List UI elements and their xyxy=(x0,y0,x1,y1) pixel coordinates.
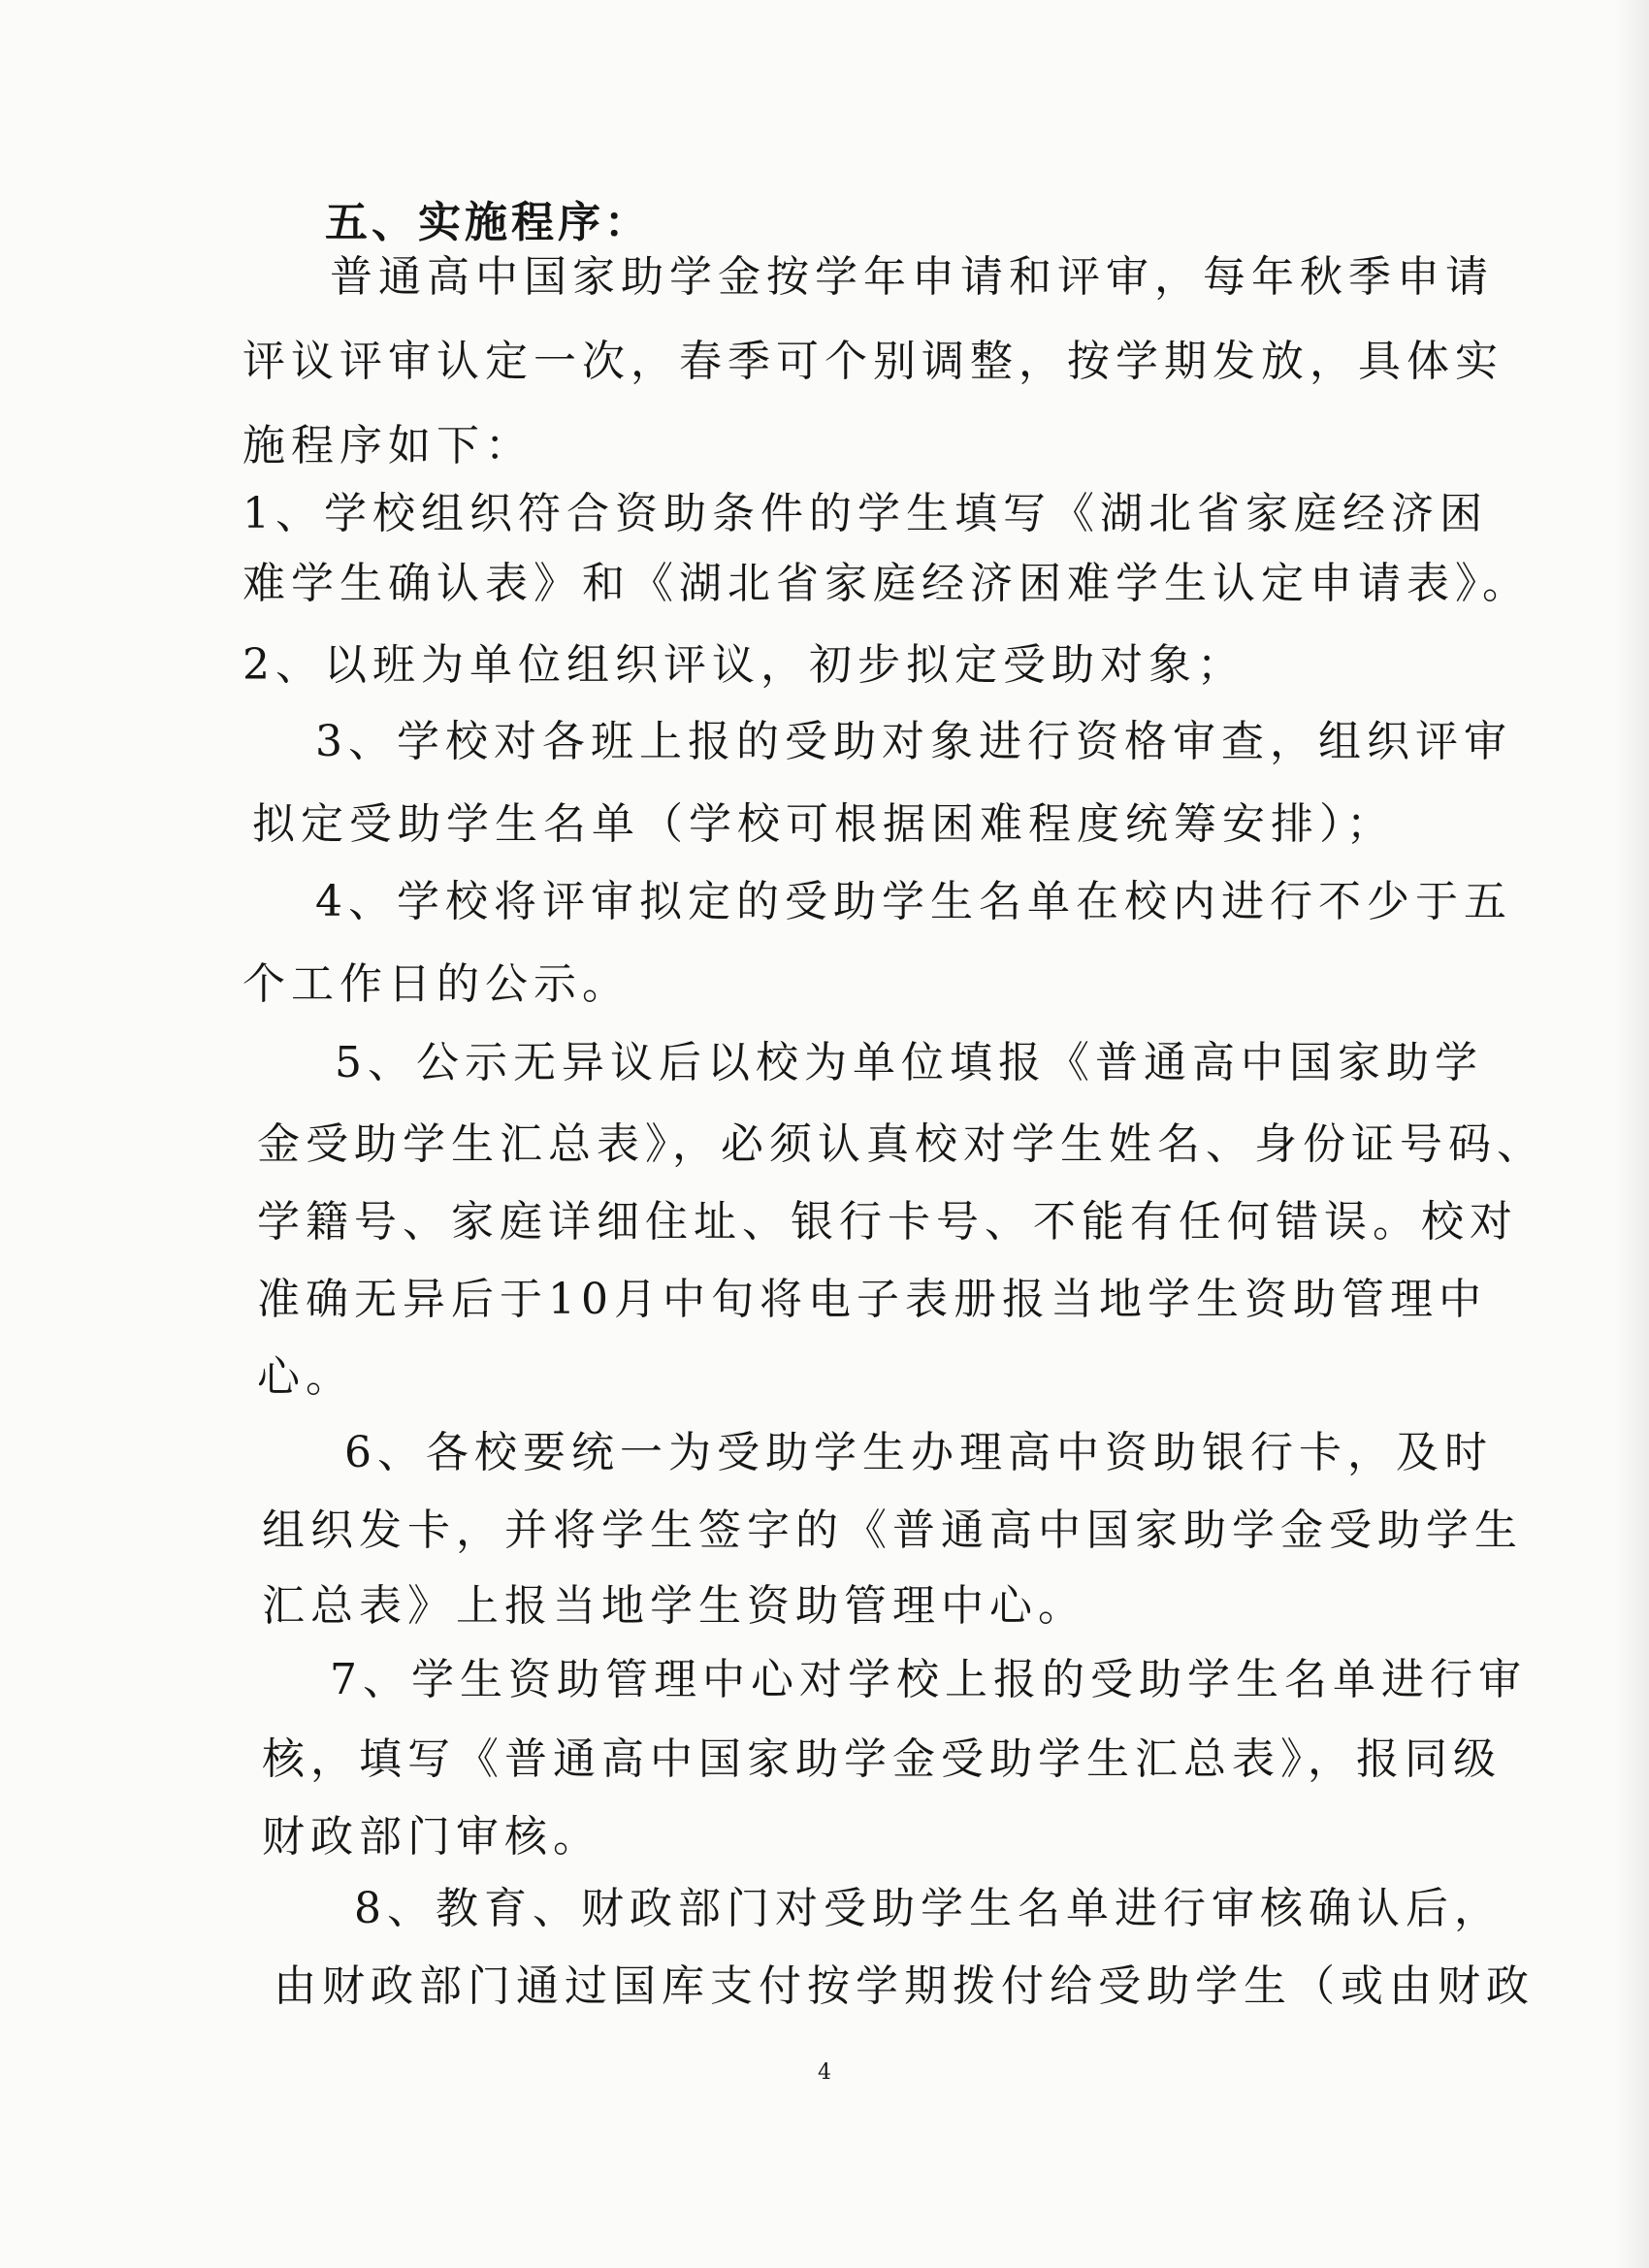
list-item-6-line: 组织发卡，并将学生签字的《普通高中国家助学金受助学生 xyxy=(262,1506,1523,1555)
list-item-7-line: 财政部门审核。 xyxy=(262,1812,601,1862)
list-item-8-line: 8、教育、财政部门对受助学生名单进行审核确认后， xyxy=(354,1884,1503,1933)
list-item-1-line: 1、学校组织符合资助条件的学生填写《湖北省家庭经济困 xyxy=(242,489,1488,538)
list-item-8-line: 由财政部门通过国库支付按学期拨付给受助学生（或由财政 xyxy=(274,1961,1535,2011)
list-item-3-line: 拟定受助学生名单（学校可根据困难程度统筹安排）； xyxy=(252,799,1395,849)
list-item-1-line: 难学生确认表》和《湖北省家庭经济困难学生认定申请表》。 xyxy=(242,559,1531,608)
list-item-5-line: 心。 xyxy=(257,1352,354,1402)
paragraph-line: 评议评审认定一次，春季可个别调整，按学期发放，具体实 xyxy=(242,337,1504,386)
list-item-2-line: 2、以班为单位组织评议，初步拟定受助对象； xyxy=(242,640,1245,690)
paragraph-line: 施程序如下： xyxy=(242,421,534,470)
list-item-7-line: 核，填写《普通高中国家助学金受助学生汇总表》，报同级 xyxy=(262,1734,1502,1784)
list-item-7-line: 7、学生资助管理中心对学校上报的受助学生名单进行审 xyxy=(330,1655,1527,1704)
section-heading: 五、实施程序： xyxy=(325,198,651,247)
page-number: 4 xyxy=(818,2060,831,2085)
list-item-5-line: 5、公示无异议后以校为单位填报《普通高中国家助学 xyxy=(335,1038,1483,1087)
list-item-6-line: 6、各校要统一为受助学生办理高中资助银行卡，及时 xyxy=(344,1428,1493,1477)
paragraph-line: 普通高中国家助学金按学年申请和评审，每年秋季申请 xyxy=(330,252,1494,302)
list-item-5-line: 金受助学生汇总表》，必须认真校对学生姓名、身份证号码、 xyxy=(257,1119,1545,1169)
list-item-5-line: 学籍号、家庭详细住址、银行卡号、不能有任何错误。校对 xyxy=(257,1197,1518,1247)
list-item-4-line: 4、学校将评审拟定的受助学生名单在校内进行不少于五 xyxy=(315,877,1512,926)
list-item-3-line: 3、学校对各班上报的受助对象进行资格审查，组织评审 xyxy=(315,717,1512,766)
list-item-5-line: 准确无异后于10月中旬将电子表册报当地学生资助管理中 xyxy=(257,1275,1487,1324)
scan-edge-shadow xyxy=(1614,0,1649,2268)
list-item-4-line: 个工作日的公示。 xyxy=(242,959,630,1009)
list-item-6-line: 汇总表》上报当地学生资助管理中心。 xyxy=(262,1581,1086,1631)
